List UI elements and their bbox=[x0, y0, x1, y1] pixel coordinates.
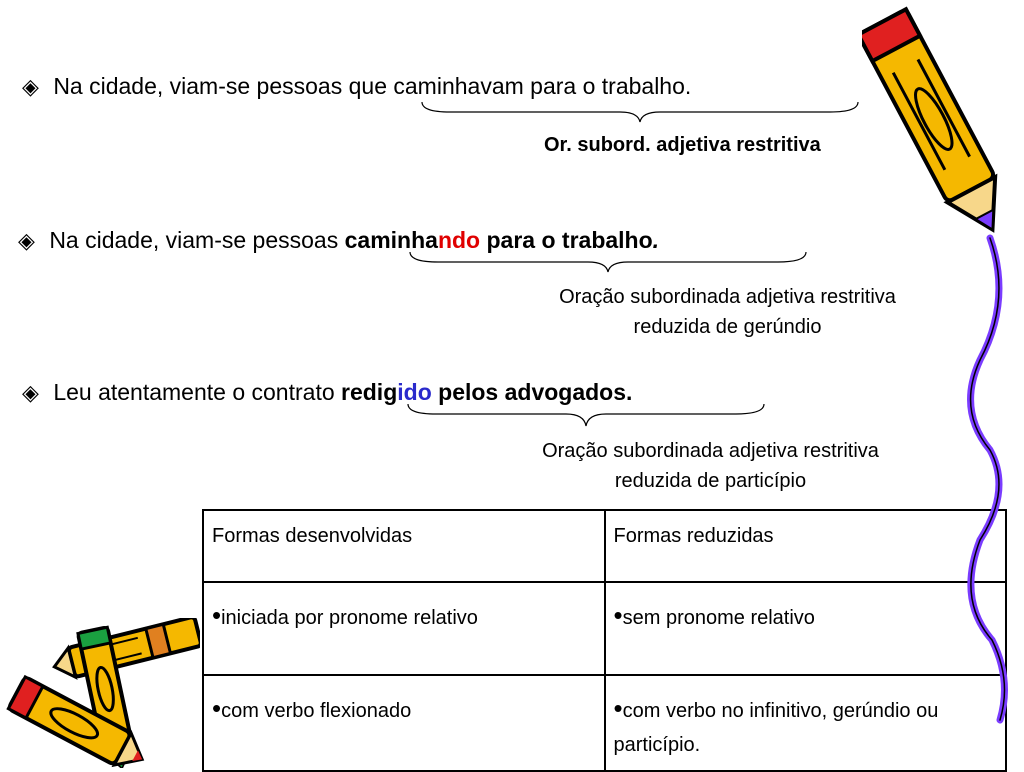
caption-2-line-1: Oração subordinada adjetiva restritiva bbox=[559, 286, 896, 308]
sentence-1 bbox=[22, 72, 691, 101]
sentence-2-main: Na cidade, viam-se pessoas bbox=[49, 227, 345, 253]
diamond-bullet-icon: ◈ bbox=[22, 380, 39, 405]
sentence-3-verb-stem: redig bbox=[341, 379, 398, 405]
sentence-3-verb-ending: ido bbox=[397, 379, 432, 405]
bullet-dot-icon: • bbox=[212, 693, 222, 723]
sentence-3-main: Leu atentamente o contrato bbox=[53, 379, 342, 405]
sentence-1-clause: que caminhavam para o trabalho. bbox=[348, 73, 692, 99]
header-reduzidas: Formas reduzidas bbox=[605, 510, 1007, 582]
brace-1 bbox=[420, 100, 860, 124]
sentence-2-verb-stem: caminha bbox=[344, 227, 438, 253]
bullet-dot-icon: • bbox=[613, 693, 623, 723]
bullet-dot-icon: • bbox=[613, 600, 623, 630]
cell-text: com verbo flexionado bbox=[221, 700, 412, 722]
caption-3-line-1: Oração subordinada adjetiva restritiva bbox=[542, 440, 879, 462]
bullet-dot-icon: • bbox=[212, 600, 222, 630]
sentence-2-period: . bbox=[652, 227, 660, 253]
sentence-3-period: . bbox=[626, 379, 633, 405]
sentence-2-rest: para o trabalho bbox=[480, 227, 653, 253]
diamond-bullet-icon: ◈ bbox=[18, 228, 35, 253]
pencil-icon bbox=[862, 0, 1022, 760]
brace-2 bbox=[408, 250, 808, 274]
sentence-3-rest: pelos advogados bbox=[431, 379, 627, 405]
diamond-bullet-icon: ◈ bbox=[22, 74, 39, 99]
caption-3-line-2: reduzida de particípio bbox=[614, 470, 807, 492]
header-desenvolvidas: Formas desenvolvidas bbox=[203, 510, 605, 582]
caption-1: Or. subord. adjetiva restritiva bbox=[544, 134, 821, 156]
table-cell bbox=[203, 582, 605, 675]
crossed-pencils-icon bbox=[0, 618, 200, 768]
cell-text: com verbo no infinitivo, gerúndio ou particípio. bbox=[613, 700, 939, 756]
brace-3 bbox=[406, 402, 766, 428]
cell-text: iniciada por pronome relativo bbox=[221, 607, 478, 629]
sentence-2-verb-ending: ndo bbox=[437, 227, 481, 253]
caption-2-line-2: reduzida de gerúndio bbox=[633, 316, 822, 338]
cell-text: sem pronome relativo bbox=[622, 607, 815, 629]
sentence-1-main: Na cidade, viam-se pessoas bbox=[53, 73, 349, 99]
table-cell bbox=[203, 675, 605, 771]
